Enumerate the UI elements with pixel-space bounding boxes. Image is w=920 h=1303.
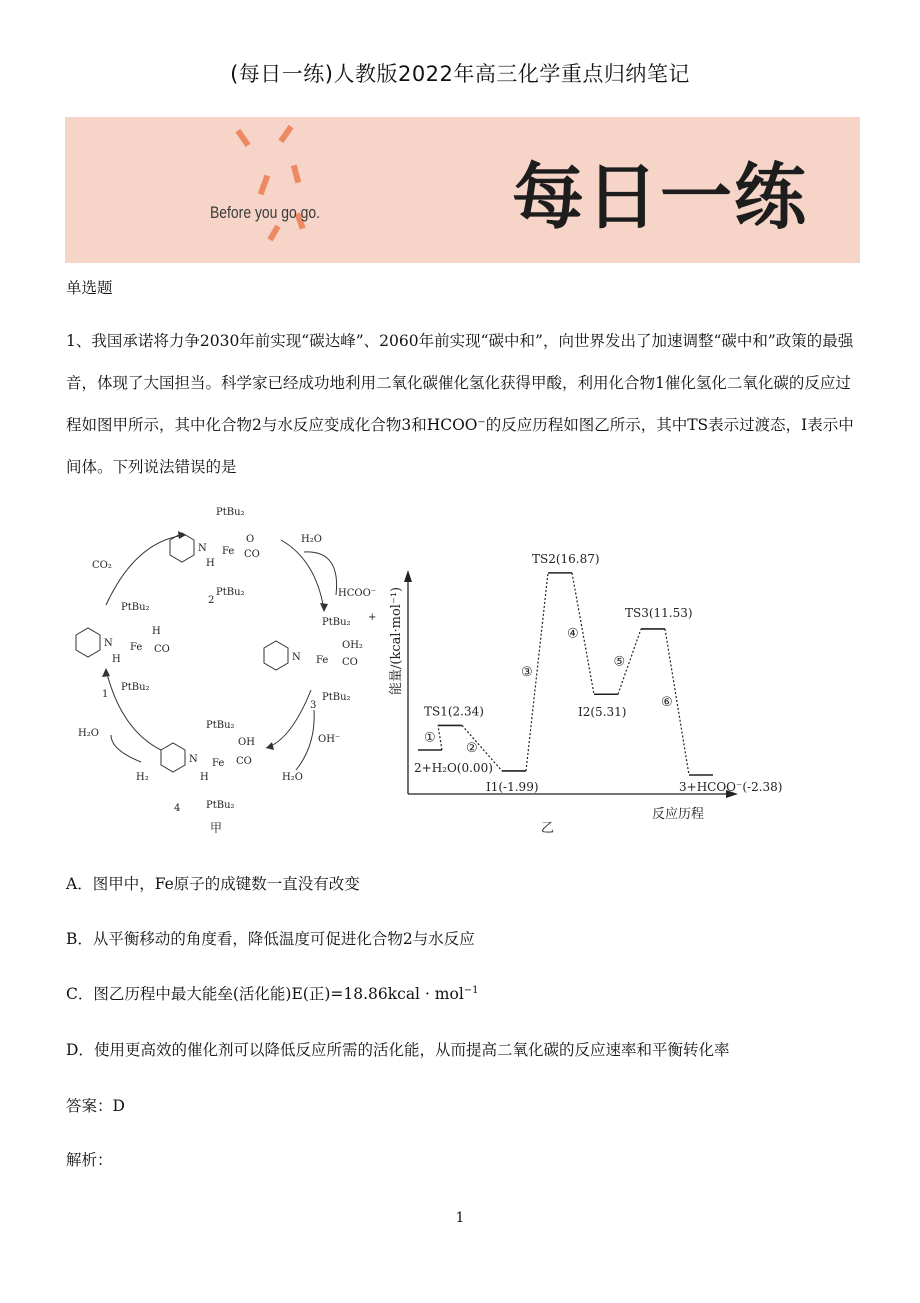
document-title: (每日一练)人教版2022年高三化学重点归纳笔记 [230,62,690,86]
banner-title: 每日一练 [511,155,808,239]
label-h2o-out: H₂O [282,772,303,783]
svg-text:PtBu₂: PtBu₂ [216,507,245,518]
banner-subtitle: Before you go go. [210,203,321,222]
svg-text:H: H [200,772,209,783]
svg-text:Fe: Fe [130,642,143,653]
compound-1 [76,602,170,700]
label-h2o-left: H₂O [78,728,99,739]
step-number: ④ [567,626,579,642]
step-number: ③ [521,664,533,680]
energy-connector [438,725,442,750]
svg-text:+: + [368,612,377,623]
svg-text:Fe: Fe [212,758,225,769]
svg-text:3: 3 [310,700,317,711]
step-number: ⑤ [613,654,626,670]
svg-text:OH: OH [238,737,255,748]
step-number: ⑥ [661,694,673,710]
figure-jia-caption: 甲 [210,821,223,835]
energy-level-label: 3+HCOO⁻(-2.38) [679,779,783,794]
svg-text:H: H [206,558,215,569]
svg-text:PtBu₂: PtBu₂ [206,800,235,811]
svg-text:CO: CO [154,644,170,655]
energy-level-label: I1(-1.99) [486,779,539,794]
page-number: 1 [455,1210,465,1226]
svg-text:PtBu₂: PtBu₂ [216,587,245,598]
svg-text:PtBu₂: PtBu₂ [206,720,235,731]
energy-level-label: I2(5.31) [578,705,627,720]
svg-text:PtBu₂: PtBu₂ [322,692,351,703]
x-axis-label: 反应历程 [652,807,705,822]
option-c: C．图乙历程中最大能垒(活化能)E(正)=18.86kcal · mol$^{-1}$ [66,984,479,1003]
arrow-co2 [106,535,186,605]
svg-text:CO: CO [244,549,260,560]
svg-text:N: N [104,638,113,649]
question-type-label: 单选题 [66,279,113,297]
step-number: ① [424,730,436,746]
svg-text:2: 2 [208,595,215,606]
label-h2o-in: H₂O [301,534,322,545]
option-b: B．从平衡移动的角度看，降低温度可促进化合物2与水反应 [66,930,475,948]
svg-text:PtBu₂: PtBu₂ [121,682,150,693]
banner [65,117,860,263]
svg-text:CO: CO [342,657,358,668]
energy-level-label: TS3(11.53) [625,605,693,620]
y-axis-label: 能量/(kcal·mol⁻¹) [389,586,404,695]
svg-text:PtBu₂: PtBu₂ [322,617,351,628]
option-a: A．图甲中，Fe原子的成键数一直没有改变 [66,875,360,893]
question-stem: 1、我国承诺将力争2030年前实现“碳达峰”、2060年前实现“碳中和”，向世界发出了加速调整“碳中和”政策的最强音，体现了大国担当。科学家已经成功地利用二氧化碳催化氢化获得甲酸，利用化合物1催化氢化二氧化碳的反应过程如图甲所示，其中化合物2与水反应变成化合物3和HCOO⁻的反应历程如图乙所示，其中TS表示过渡态，Ⅰ表示中间体。下列说法错误的是 [66,332,854,476]
compound-4 [161,720,255,814]
label-co2: CO₂ [92,560,112,571]
figure-area [66,500,856,845]
compound-3 [264,612,376,711]
step-number: ② [466,741,478,757]
svg-text:N: N [189,754,198,765]
svg-text:H: H [112,654,121,665]
svg-text:N: N [198,543,207,554]
reaction-figures [66,500,856,845]
label-oh: OH⁻ [318,734,341,745]
option-d: D．使用更高效的催化剂可以降低反应所需的活化能，从而提高二氧化碳的反应速率和平衡转化率 [66,1041,730,1059]
compound-2 [170,507,260,606]
svg-text:4: 4 [174,803,181,814]
svg-text:O: O [246,534,255,545]
svg-text:CO: CO [236,756,252,767]
svg-text:Fe: Fe [316,655,329,666]
svg-text:N: N [292,652,301,663]
svg-text:Fe: Fe [222,546,235,557]
figure-yi-caption: 乙 [541,821,555,836]
energy-profile [388,552,782,836]
energy-level-label: TS2(16.87) [532,551,600,566]
svg-text:1: 1 [102,689,109,700]
answer-label: 答案：D [66,1097,125,1115]
analysis-label: 解析： [66,1151,113,1169]
energy-level-label: 2+H₂O(0.00) [414,761,493,775]
svg-text:OH₂: OH₂ [342,640,363,651]
label-hcoo: HCOO⁻ [338,588,377,599]
label-h2: H₂ [136,772,149,783]
energy-level-label: TS1(2.34) [424,704,484,719]
svg-text:H: H [152,626,161,637]
svg-text:PtBu₂: PtBu₂ [121,602,150,613]
